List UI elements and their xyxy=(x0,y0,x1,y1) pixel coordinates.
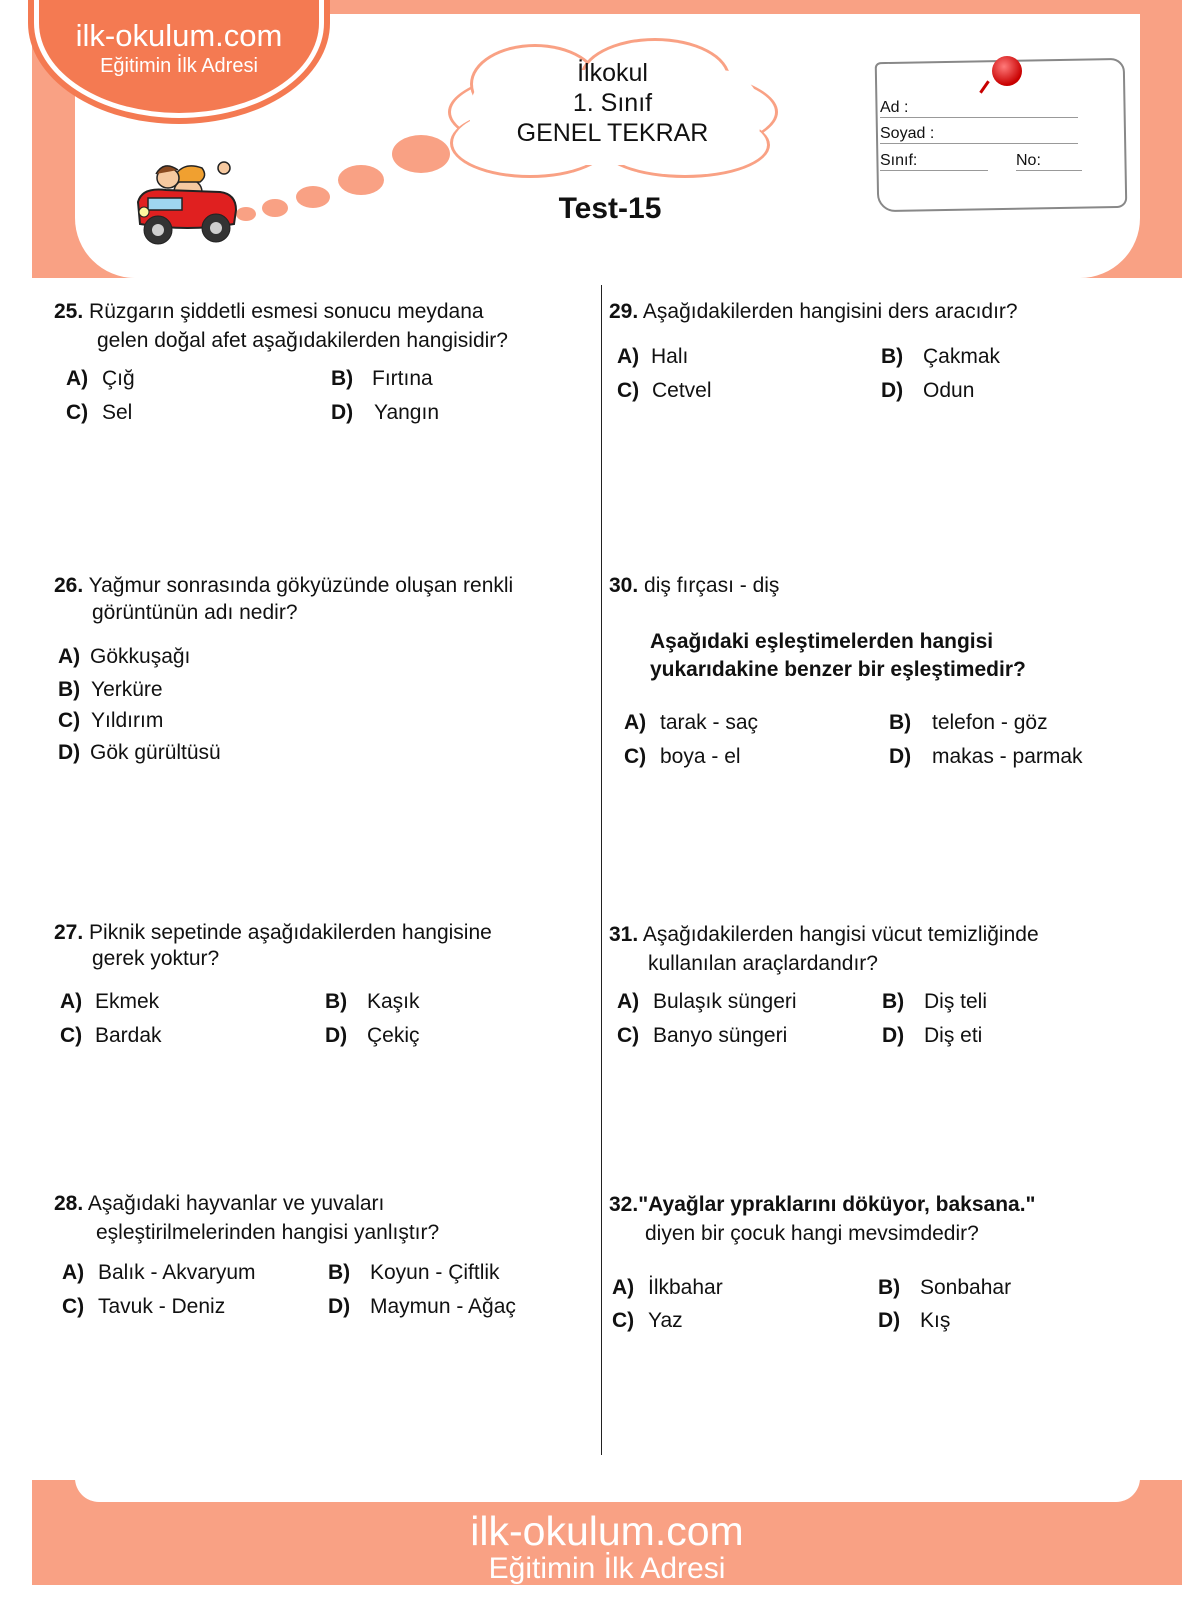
option-d[interactable]: D) Çekiç xyxy=(325,1024,420,1047)
question-number: 32. xyxy=(609,1193,639,1216)
question-text: Rüzgarın şiddetli esmesi sonucu meydana xyxy=(89,300,484,323)
option-c[interactable]: C) Sel xyxy=(66,401,133,424)
question-text-cont: gerek yoktur? xyxy=(92,947,220,970)
option-a[interactable]: A) İlkbahar xyxy=(612,1276,723,1299)
surname-field[interactable] xyxy=(880,125,1078,144)
question-text: Aşağıdaki hayvanlar ve yuvaları xyxy=(87,1192,385,1215)
question-number: 25. xyxy=(54,300,84,323)
question-number: 31. xyxy=(609,923,639,946)
brand-site-name: ilk-okulum.com xyxy=(75,18,283,53)
question-text: Aşağıdakilerden hangisini ders aracıdır? xyxy=(642,300,1018,323)
question-text-cont: kullanılan araçlardandır? xyxy=(648,952,878,975)
class-label: Sınıf: xyxy=(880,152,918,169)
option-d[interactable]: D) Diş eti xyxy=(882,1024,983,1047)
footer-site-name: ilk-okulum.com xyxy=(470,1508,744,1554)
question-prompt: Aşağıdaki eşleştimelerden hangisi xyxy=(650,630,994,653)
question-text: Yağmur sonrasında gökyüzünde oluşan renkli xyxy=(88,574,514,597)
option-a[interactable]: A) tarak - saç xyxy=(624,711,759,734)
question-25 xyxy=(54,297,484,326)
option-c[interactable]: C) boya - el xyxy=(624,745,741,768)
option-c[interactable]: C) Yıldırım xyxy=(58,709,164,732)
option-c[interactable]: C) Tavuk - Deniz xyxy=(62,1295,226,1318)
question-text: diş fırçası - diş xyxy=(644,574,780,597)
car-illustration xyxy=(128,132,243,250)
footer-tagline: Eğitimin İlk Adresi xyxy=(488,1552,726,1585)
question-text: Aşağıdakilerden hangisi vücut temizliğinde xyxy=(642,923,1039,946)
question-text-cont: diyen bir çocuk hangi mevsimdedir? xyxy=(645,1222,979,1245)
surname-label: Soyad : xyxy=(880,125,935,142)
question-32 xyxy=(609,1190,1036,1219)
footer-notch xyxy=(75,1478,1140,1502)
question-31 xyxy=(609,920,1039,949)
title-grade: 1. Sınıf xyxy=(572,89,653,117)
option-d[interactable]: D) Gök gürültüsü xyxy=(58,741,221,764)
header-title xyxy=(450,58,775,148)
option-d[interactable]: D) makas - parmak xyxy=(889,745,1083,768)
thought-puff xyxy=(296,186,330,208)
option-a[interactable]: A) Gökkuşağı xyxy=(58,645,191,668)
option-b[interactable]: B) Fırtına xyxy=(331,367,433,390)
option-b[interactable]: B) Diş teli xyxy=(882,990,988,1013)
question-26 xyxy=(54,571,513,600)
option-a[interactable]: A) Bulaşık süngeri xyxy=(617,990,797,1013)
question-text-cont: görüntünün adı nedir? xyxy=(92,601,298,624)
question-prompt-cont: yukarıdakine benzer bir eşleştimedir? xyxy=(650,658,1026,681)
push-pin-icon xyxy=(992,56,1022,86)
option-b[interactable]: B) telefon - göz xyxy=(889,711,1048,734)
question-quote: "Ayağlar ypraklarını döküyor, baksana." xyxy=(638,1193,1036,1216)
option-b[interactable]: B) Kaşık xyxy=(325,990,420,1013)
option-a[interactable]: A) Çığ xyxy=(66,367,135,390)
name-label: Ad : xyxy=(880,99,909,116)
name-field[interactable] xyxy=(880,99,1078,118)
class-field[interactable] xyxy=(880,152,988,171)
question-text-cont: gelen doğal afet aşağıdakilerden hangisidir? xyxy=(97,329,508,352)
option-c[interactable]: C) Bardak xyxy=(60,1024,162,1047)
option-a[interactable]: A) Halı xyxy=(617,345,689,368)
option-d[interactable]: D) Maymun - Ağaç xyxy=(328,1295,516,1318)
question-29 xyxy=(609,297,1018,326)
thought-puff xyxy=(392,135,450,173)
brand-tagline: Eğitimin İlk Adresi xyxy=(100,55,258,77)
option-b[interactable]: B) Koyun - Çiftlik xyxy=(328,1261,500,1284)
option-c[interactable]: C) Banyo süngeri xyxy=(617,1024,788,1047)
option-a[interactable]: A) Balık - Akvaryum xyxy=(62,1261,256,1284)
title-subject: GENEL TEKRAR xyxy=(516,119,709,147)
column-divider xyxy=(601,285,602,1455)
option-b[interactable]: B) Çakmak xyxy=(881,345,1001,368)
option-d[interactable]: D) Kış xyxy=(878,1309,951,1332)
option-a[interactable]: A) Ekmek xyxy=(60,990,160,1013)
number-label: No: xyxy=(1016,152,1041,169)
thought-puff xyxy=(262,199,288,217)
option-c[interactable]: C) Yaz xyxy=(612,1309,683,1332)
question-number: 28. xyxy=(54,1192,84,1215)
thought-puff xyxy=(338,165,384,195)
question-27 xyxy=(54,918,492,947)
number-field[interactable] xyxy=(1016,152,1082,171)
question-number: 27. xyxy=(54,921,84,944)
option-c[interactable]: C) Cetvel xyxy=(617,379,712,402)
question-number: 29. xyxy=(609,300,639,323)
option-d[interactable]: D) Odun xyxy=(881,379,975,402)
title-school: İlkokul xyxy=(577,59,648,87)
question-number: 26. xyxy=(54,574,84,597)
option-b[interactable]: B) Yerküre xyxy=(58,678,163,701)
option-b[interactable]: B) Sonbahar xyxy=(878,1276,1012,1299)
question-30 xyxy=(609,571,779,600)
test-number: Test-15 xyxy=(558,192,662,225)
question-number: 30. xyxy=(609,574,639,597)
question-text-cont: eşleştirilmelerinden hangisi yanlıştır? xyxy=(96,1221,440,1244)
option-d[interactable]: D) Yangın xyxy=(331,401,439,424)
question-text: Piknik sepetinde aşağıdakilerden hangisine xyxy=(89,921,492,944)
question-28 xyxy=(54,1189,384,1218)
